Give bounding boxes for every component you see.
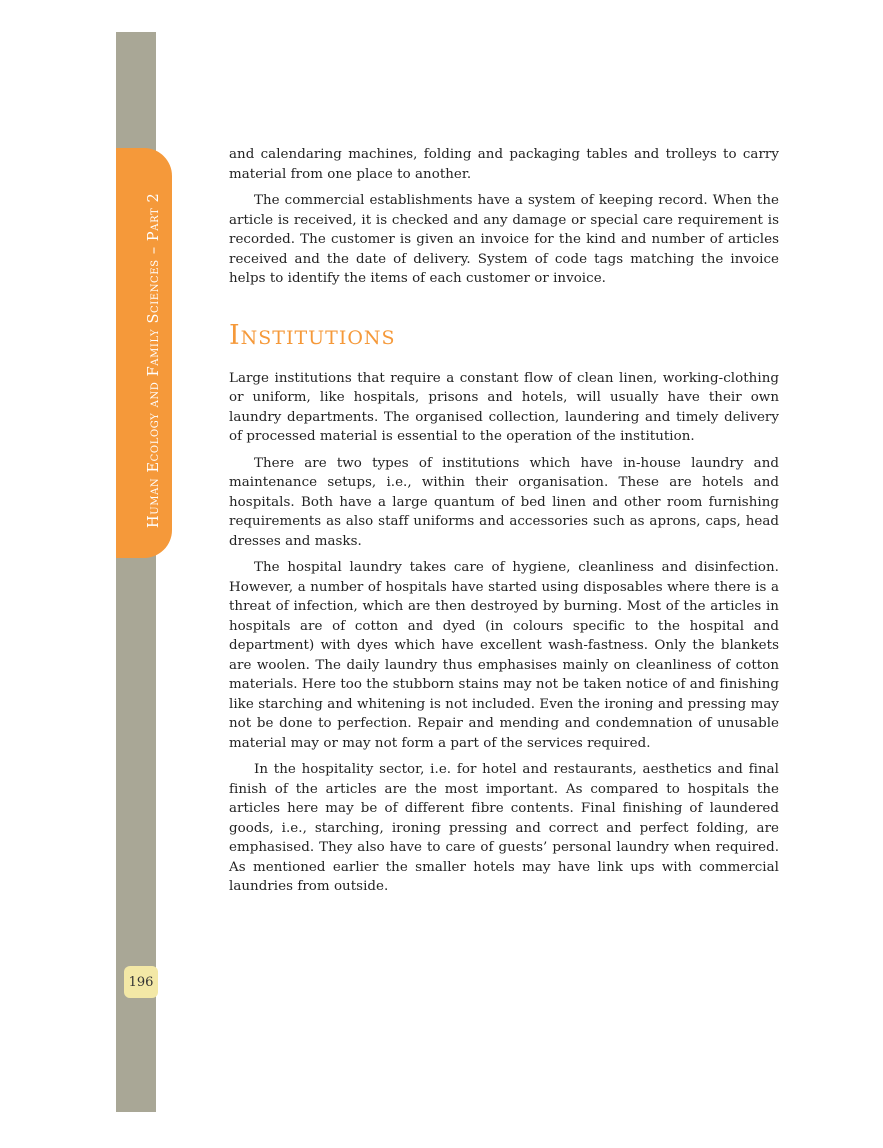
paragraph-hospitality-sector: In the hospitality sector, i.e. for hotel and restaurants, aesthetics and final finish of the articles are the most important. As compared to hospitals the articles here may be of different fibre contents. Final finishing of laundered goods, i.e., starching, ironing pressing and correct and perfect folding, are emphasised. They also have to care of guests’ personal laundry when required. As mentioned earlier the smaller hotels may have link ups with commercial laundries from outside. (229, 762, 779, 894)
paragraph-large-institutions: Large institutions that require a constant flow of clean linen, working-clothing or uniform, like hospitals, prisons and hotels, will usually have their own laundry departments. The organised collection, laundering and timely delivery of processed material is essential to the operation of the institution. (229, 370, 779, 444)
running-title: Human Ecology and Family Sciences – Part 2 (146, 192, 162, 528)
paragraph-hospital-laundry: The hospital laundry takes care of hygiene, cleanliness and disinfection. However, a number of hospitals have started using disposables where there is a threat of infection, which are then destroyed by burning. Most of the articles in hospitals are of cotton and dyed (in colours specific to the hospital and department) with dyes which have excellent wash-fastness. Only the blankets are woolen. The daily laundry thus emphasises mainly on cleanliness of cotton materials. Here too the stubborn stains may not be taken notice of and finishing like starching and whitening is not included. Even the ironing and pressing may not be done to perfection. Repair and mending and condemnation of unusable material may or may not form a part of the services required. (229, 560, 779, 751)
page-number: 196 (124, 966, 158, 998)
paragraph-record-keeping: The commercial establishments have a system of keeping record. When the article is received, it is checked and any damage or special care requirement is recorded. The customer is given an invoice for the kind and number of articles received and the date of delivery. System of code tags matching the invoice helps to identify the items of each customer or invoice. (229, 193, 779, 286)
paragraph-institution-types: There are two types of institutions which have in-house laundry and maintenance setups, i.e., within their organisation. These are hotels and hospitals. Both have a large quantum of bed linen and other room furnishing requirements as also staff uniforms and accessories such as aprons, caps, head dresses and masks. (229, 455, 779, 549)
section-heading: Institutions (229, 319, 396, 351)
chapter-side-tab (116, 148, 172, 558)
paragraph-continued: and calendaring machines, folding and packaging tables and trolleys to carry material from one place to another. (229, 147, 779, 182)
page-body (229, 145, 779, 904)
